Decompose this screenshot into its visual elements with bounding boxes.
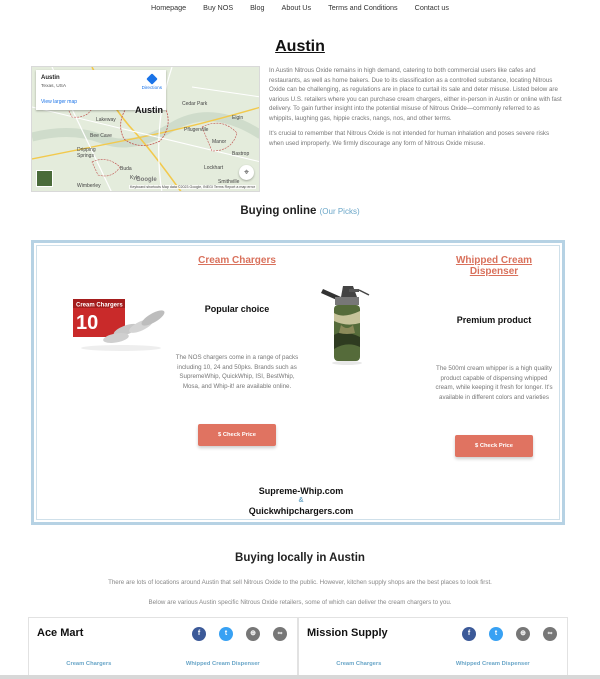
map-label: Lockhart — [204, 165, 224, 171]
whipped-cream-dispenser-title[interactable]: Whipped Cream Dispenser — [455, 255, 533, 277]
picks-box — [31, 240, 565, 525]
map-label: Bee Cave — [90, 133, 112, 139]
cream-chargers-title[interactable]: Cream Chargers — [198, 255, 276, 266]
recommended-sites — [37, 486, 565, 516]
facebook-icon[interactable]: f — [462, 627, 476, 641]
store-card-mission-supply — [298, 617, 568, 679]
horizontal-scrollbar[interactable] — [0, 675, 600, 679]
map-label: Bastrop — [232, 151, 250, 157]
whipped-cream-dispenser-description: The 500ml cream whipper is a high quality product capable of dispensing whipped cream, while keeping it fresh for longer. It's available in different colors and varieties — [435, 365, 553, 401]
view-larger-map-link[interactable]: View larger map — [41, 99, 78, 105]
map-card-title: Austin — [41, 75, 60, 81]
whipped-cream-dispenser-subtitle: Premium product — [456, 315, 532, 325]
store-card-ace-mart — [28, 617, 298, 679]
store-social-icons — [462, 627, 557, 641]
buying-locally-text-1: There are lots of locations around Austin that sell Nitrous Oxide to the public. However, kitchen supply shops are the best places to look first. — [108, 579, 492, 586]
store-link-cream-chargers[interactable]: Cream Chargers — [336, 661, 382, 667]
store-name: Ace Mart — [37, 627, 84, 639]
map-card-subtitle: Texas, USA — [41, 84, 67, 89]
map-city-label: Austin — [135, 105, 163, 115]
map-label: Dripping Springs — [77, 147, 96, 159]
map-label: Smithville — [218, 179, 240, 185]
store-links — [29, 661, 297, 667]
embedded-map[interactable] — [31, 66, 260, 192]
locate-icon[interactable]: ⌖ — [239, 165, 254, 180]
cream-chargers-check-price-button[interactable]: $ Check Price — [198, 424, 276, 446]
whipped-cream-dispenser-image — [313, 283, 371, 365]
store-link-whipped-cream-dispenser[interactable]: Whipped Cream Dispenser — [455, 661, 530, 667]
top-nav — [0, 0, 600, 18]
map-attribution[interactable]: Keyboard shortcuts Map data ©2023 Google, INEGI Terms Report a map error — [129, 185, 255, 189]
site-quickwhip[interactable]: Quickwhipchargers.com — [248, 506, 354, 516]
store-name: Mission Supply — [307, 627, 388, 639]
google-logo: Google — [136, 177, 157, 183]
link-icon[interactable]: ∞ — [543, 627, 557, 641]
map-label: Buda — [120, 166, 132, 172]
intro-paragraph-2: It's crucial to remember that Nitrous Oxide is not intended for human inhalation and poses severe risks when used improperly. We firmly discourage any form of Nitrous Oxide misuse. — [269, 130, 550, 147]
our-picks-label: (Our Picks) — [319, 207, 360, 216]
chargers-box-number: 10 — [76, 312, 99, 334]
intro-paragraph-1: In Austin Nitrous Oxide remains in high demand, catering to both commercial users like cafes and restaurants, as well as home bakers. Due to its classification as a controlled substance, locating Nitrous Oxide can be challenging, as regulations are in place to curtail its sale and deter misuse. Listed below are various U.S. retailers where you can purchase cream chargers, either in-person in Austin or online with fast delivery. To gain further insight into the potential misuse of Nitrous Oxide—commonly referred to as whippits, laughing gas, hippie cracks, nangs, nos, and other terms. — [269, 67, 562, 122]
site-supreme-whip[interactable]: Supreme-Whip.com — [258, 486, 344, 496]
buying-online-title: Buying online — [240, 205, 317, 217]
sites-ampersand: & — [298, 497, 304, 504]
website-icon[interactable]: ⊕ — [516, 627, 530, 641]
map-label: Manor — [212, 139, 227, 145]
buying-online-heading — [0, 205, 600, 217]
facebook-icon[interactable]: f — [192, 627, 206, 641]
link-icon[interactable]: ∞ — [273, 627, 287, 641]
nav-terms[interactable]: Terms and Conditions — [328, 3, 398, 12]
store-link-whipped-cream-dispenser[interactable]: Whipped Cream Dispenser — [185, 661, 260, 667]
buying-locally-text-2: Below are various Austin specific Nitrous Oxide retailers, some of which can deliver the cream chargers to you. — [148, 599, 452, 606]
nav-buy-nos[interactable]: Buy NOS — [203, 3, 234, 12]
satellite-toggle[interactable] — [36, 170, 53, 187]
nav-about-us[interactable]: About Us — [281, 3, 312, 12]
store-links — [299, 661, 567, 667]
map-label: Elgin — [232, 115, 244, 121]
store-link-cream-chargers[interactable]: Cream Chargers — [66, 661, 112, 667]
cream-chargers-description: The NOS chargers come in a range of packs including 10, 24 and 50pks. Brands such as SupremeWhip, QuickWhip, ISI, BestWhip, Mosa, and Whip-it! are available online. — [175, 354, 299, 390]
intro-text — [269, 66, 564, 154]
nav-contact-us[interactable]: Contact us — [414, 3, 449, 12]
nav-blog[interactable]: Blog — [250, 3, 265, 12]
map-label: Kyle — [130, 175, 140, 181]
nav-homepage[interactable]: Homepage — [151, 3, 187, 12]
whipped-cream-dispenser-check-price-button[interactable]: $ Check Price — [455, 435, 533, 457]
cream-chargers-image — [71, 296, 171, 352]
page-title: Austin — [275, 38, 325, 55]
map-label: Lakeway — [96, 117, 116, 123]
map-label: Wimberley — [77, 183, 101, 189]
map-label: Pflugerville — [184, 127, 209, 133]
buying-locally-title: Buying locally in Austin — [235, 552, 365, 564]
chargers-box-text: Cream Chargers — [76, 302, 123, 309]
map-label: Cedar Park — [182, 101, 208, 107]
picks-inner — [36, 245, 560, 520]
directions-icon[interactable] — [146, 73, 157, 84]
directions-link[interactable]: Directions — [141, 85, 162, 90]
website-icon[interactable]: ⊕ — [246, 627, 260, 641]
cream-chargers-subtitle: Popular choice — [204, 304, 270, 314]
twitter-icon[interactable]: t — [219, 627, 233, 641]
store-social-icons — [192, 627, 287, 641]
twitter-icon[interactable]: t — [489, 627, 503, 641]
map-info-card — [36, 70, 166, 110]
